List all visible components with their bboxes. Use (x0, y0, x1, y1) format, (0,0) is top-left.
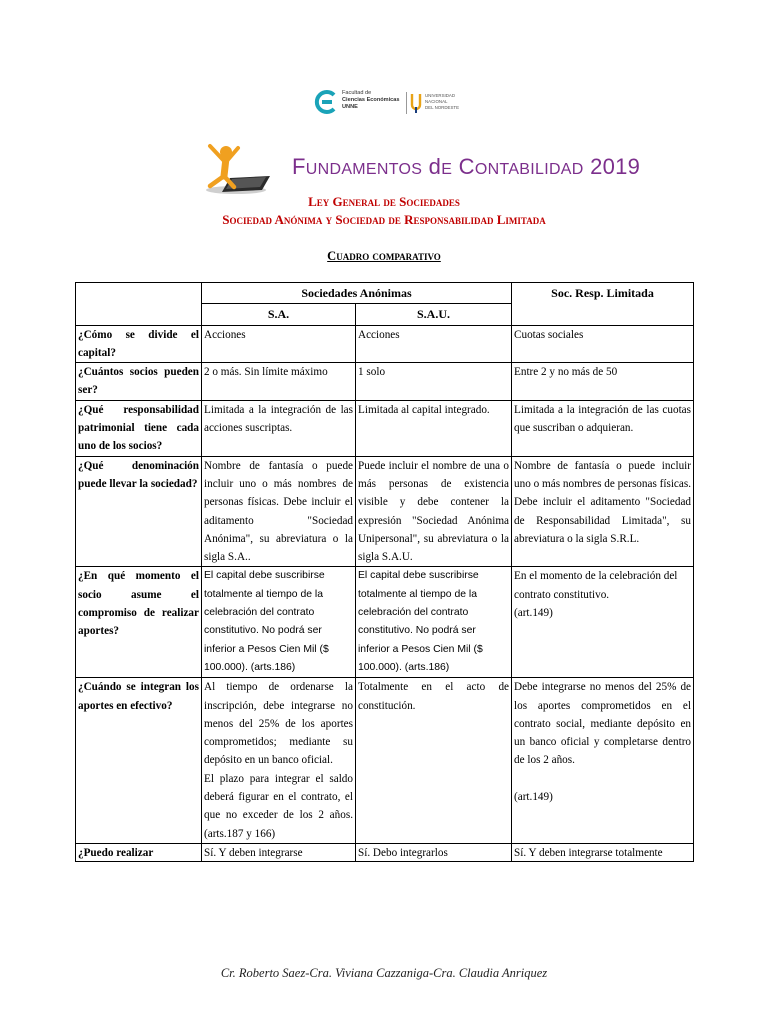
cell-sa: 2 o más. Sin límite máximo (202, 363, 356, 401)
header-sau: S.A.U. (356, 304, 512, 325)
law-subtitle: Ley General de Sociedades (308, 194, 460, 209)
course-title (292, 154, 640, 180)
section-title: Cuadro comparativo (327, 249, 441, 263)
row-question: ¿Cómo se divide el capital? (76, 325, 202, 363)
table-group-header-row (76, 283, 694, 304)
cell-sa: Nombre de fantasía o puede incluir uno o más nombres de personas físicas. Debe incluir el aditamento "Sociedad Anónima", su abreviatura o la sigla S.A.. (202, 456, 356, 567)
row-question: ¿Puedo realizar (76, 843, 202, 861)
faculty-logo-text: Facultad de Ciencias Económicas UNNE (342, 90, 400, 110)
cell-sau: Totalmente en el acto de constitución. (356, 678, 512, 844)
course-title-year: 2019 (590, 154, 641, 179)
cell-sa: Sí. Y deben integrarse (202, 843, 356, 861)
row-question: ¿Cuándo se integran los aportes en efectivo? (76, 678, 202, 844)
empty-corner-cell (76, 283, 202, 326)
table-row (76, 567, 694, 678)
cell-sa: El capital debe suscribirse totalmente al tiempo de la celebración del contrato constitutivo. No podrá ser inferior a Pesos Cien Mil ($ 100.000). (arts.186) (202, 567, 356, 678)
institution-logos (314, 88, 459, 118)
header-srl: Soc. Resp. Limitada (512, 283, 694, 326)
cell-sa: Limitada a la integración de las acciones suscriptas. (202, 400, 356, 456)
row-question: ¿Qué denominación puede llevar la sociedad? (76, 456, 202, 567)
cell-sau: Acciones (356, 325, 512, 363)
cell-sau: Puede incluir el nombre de una o más personas de existencia visible y debe contener la expresión "Sociedad Anónima Unipersonal", su abreviatura o la sigla S.A.U. (356, 456, 512, 567)
table-row (76, 678, 694, 844)
cell-sau: Limitada al capital integrado. (356, 400, 512, 456)
cell-srl: Cuotas sociales (512, 325, 694, 363)
logo-divider (406, 92, 407, 114)
faculty-logo-icon (314, 90, 338, 114)
row-question: ¿Cuántos socios pueden ser? (76, 363, 202, 401)
cell-srl: Nombre de fantasía o puede incluir uno o más nombres de personas físicas. Debe incluir el aditamento "Sociedad de Responsabilidad Limitada", su abreviatura o la sigla S.R.L. (512, 456, 694, 567)
table-row (76, 400, 694, 456)
companies-subtitle: Sociedad Anónima y Sociedad de Responsabilidad Limitada (222, 212, 546, 227)
cell-srl: Limitada a la integración de las cuotas que suscriban o adquieran. (512, 400, 694, 456)
cell-sa: Acciones (202, 325, 356, 363)
table-row (76, 456, 694, 567)
cell-srl: Sí. Y deben integrarse totalmente (512, 843, 694, 861)
course-title-main: FUNDAMENTOS dE CONTABILIDAD (292, 154, 584, 179)
celebrating-figure-icon (200, 140, 272, 196)
cell-srl: Entre 2 y no más de 50 (512, 363, 694, 401)
row-question: ¿En qué momento el socio asume el compromiso de realizar aportes? (76, 567, 202, 678)
cell-srl-ref: (art.149) (514, 790, 553, 803)
table-row (76, 325, 694, 363)
cell-srl-line: Debe integrarse no menos del 25% de los aportes comprometidos en el contrato social, mediante depósito en un banco oficial y completarse dentro de los 2 años. (514, 681, 692, 767)
header-sa: S.A. (202, 304, 356, 325)
cell-sau: 1 solo (356, 363, 512, 401)
cell-srl-ref: (art.149) (514, 607, 553, 620)
university-logo-icon (410, 92, 422, 114)
university-logo-text: UNIVERSIDAD NACIONAL DEL NORDESTE (425, 93, 459, 110)
cell-sa-line: Al tiempo de ordenarse la inscripción, debe integrarse no menos del 25% de los aportes comprometidos; mediante su depósito en un banco oficial. (204, 681, 353, 767)
cell-sau: Sí. Debo integrarlos (356, 843, 512, 861)
cell-sa (202, 678, 356, 844)
cell-srl (512, 567, 694, 678)
cell-sau: El capital debe suscribirse totalmente al tiempo de la celebración del contrato constitutivo. No podrá ser inferior a Pesos Cien Mil ($ 100.000). (arts.186) (356, 567, 512, 678)
table-row (76, 843, 694, 861)
cell-srl-line: En el momento de la celebración del contrato constitutivo. (514, 570, 678, 601)
row-question: ¿Qué responsabilidad patrimonial tiene cada uno de los socios? (76, 400, 202, 456)
footer-authors: Cr. Roberto Saez-Cra. Viviana Cazzaniga-Cra. Claudia Anriquez (220, 966, 548, 980)
cell-sa-line: El plazo para integrar el saldo deberá figurar en el contrato, el que no exceder de los 2 años. (arts.187 y 166) (204, 772, 353, 840)
comparison-table (75, 282, 694, 862)
header-sociedades-anonimas: Sociedades Anónimas (202, 283, 512, 304)
cell-srl (512, 678, 694, 844)
table-row (76, 363, 694, 401)
